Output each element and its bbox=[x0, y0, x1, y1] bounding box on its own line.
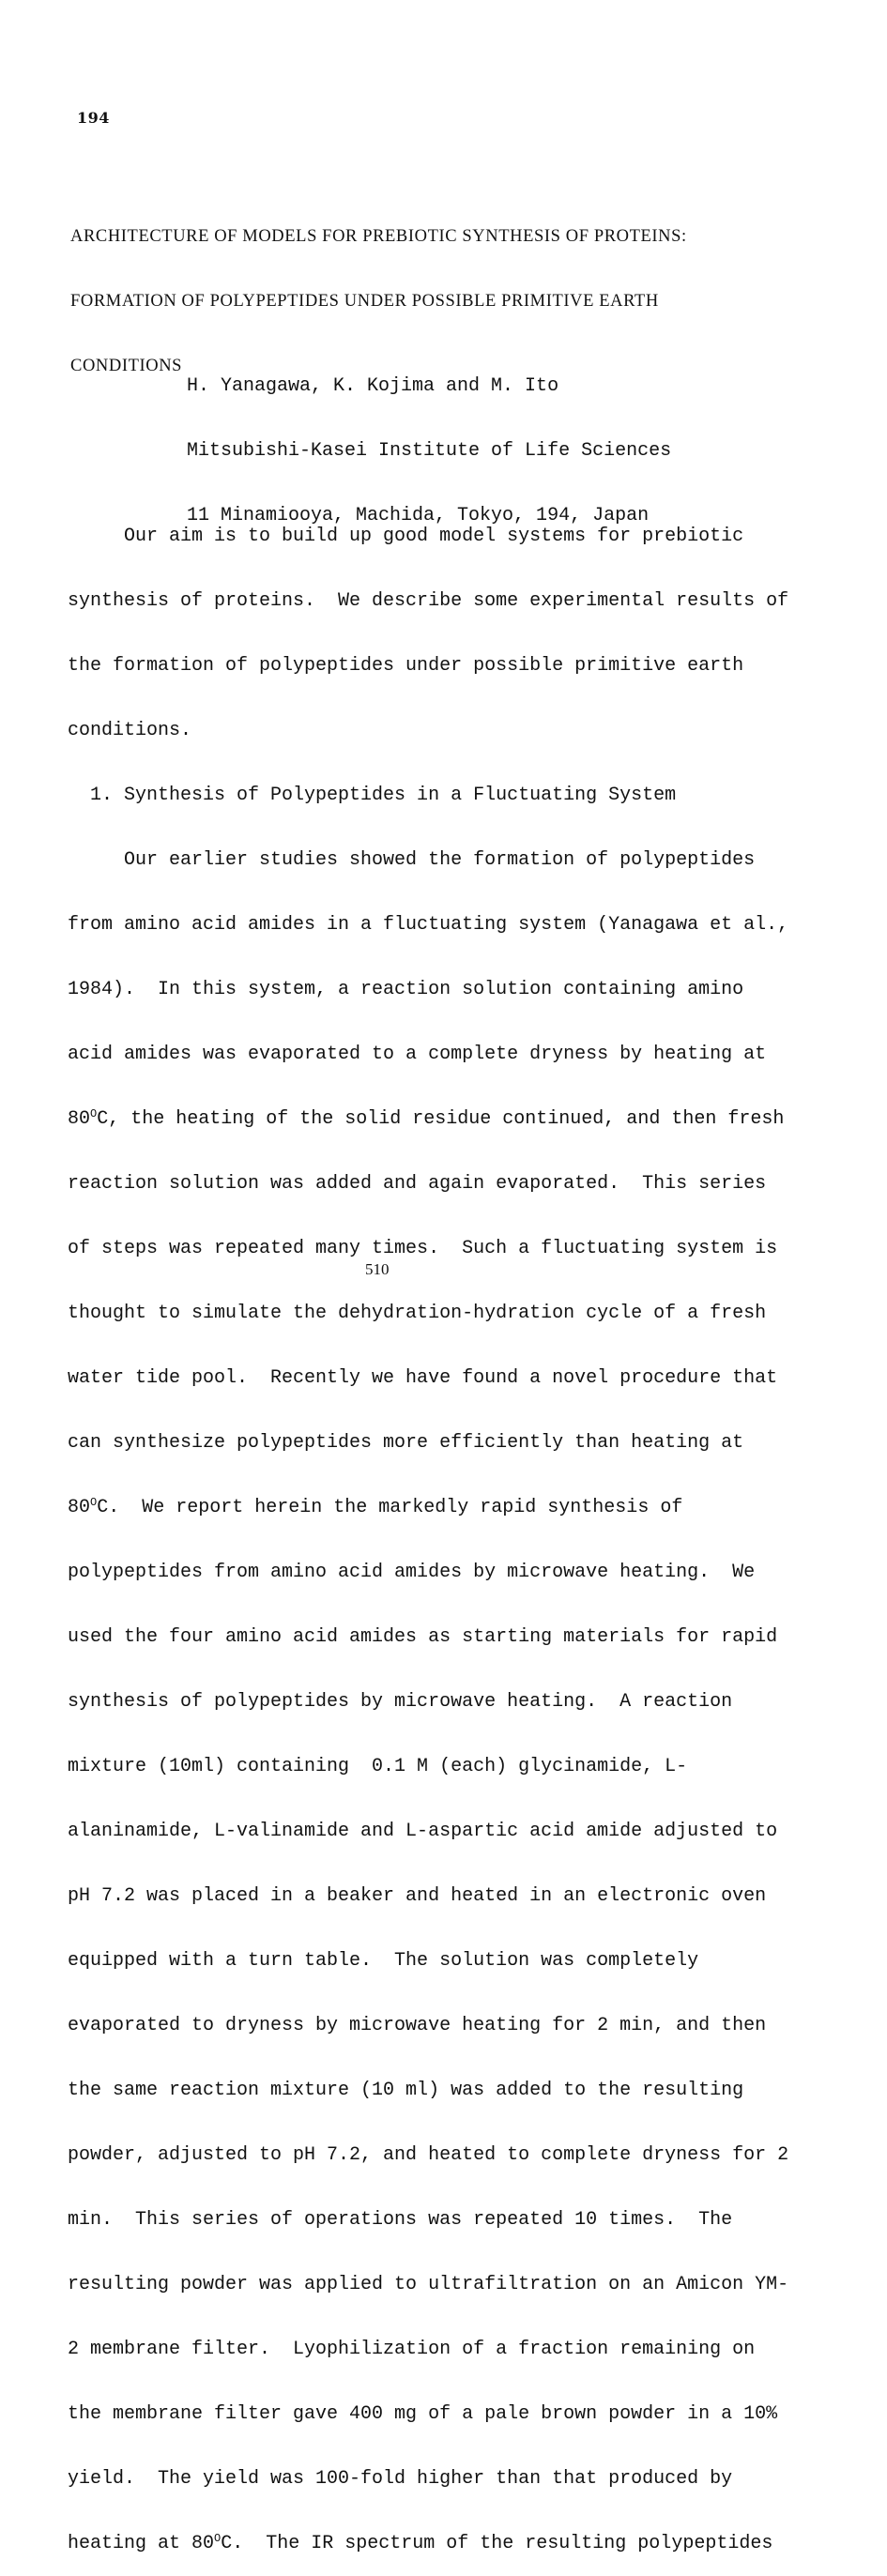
text-fragment: C, the heating of the solid residue continued, and then fresh bbox=[97, 1108, 785, 1130]
text-line: the formation of polypeptides under possible primitive earth bbox=[68, 655, 744, 677]
text-fragment: C. We report herein the markedly rapid synthesis of bbox=[97, 1497, 683, 1518]
text-line: alaninamide, L-valinamide and L-aspartic acid amide adjusted to bbox=[68, 1821, 778, 1842]
text-line: yield. The yield was 100-fold higher than that produced by bbox=[68, 2468, 733, 2490]
degree-superscript: O bbox=[90, 1496, 98, 1509]
text-line: of steps was repeated many times. Such a fluctuating system is bbox=[68, 1238, 778, 1259]
text-line: Our aim is to build up good model systems for prebiotic bbox=[68, 526, 744, 547]
author-address: 11 Minamiooya, Machida, Tokyo, 194, Japan bbox=[187, 505, 650, 526]
text-line: thought to simulate the dehydration-hydration cycle of a fresh bbox=[68, 1303, 767, 1324]
text-line: synthesis of polypeptides by microwave heating. A reaction bbox=[68, 1691, 733, 1713]
text-line: polypeptides from amino acid amides by microwave heating. We bbox=[68, 1562, 756, 1583]
text-fragment: C. The IR spectrum of the resulting polypeptides bbox=[221, 2533, 773, 2554]
author-institute: Mitsubishi-Kasei Institute of Life Sciences bbox=[187, 440, 672, 462]
text-line: conditions. bbox=[68, 720, 192, 741]
text-fragment: heating at 80 bbox=[68, 2533, 215, 2554]
text-line: 1984). In this system, a reaction solution containing amino bbox=[68, 979, 744, 1000]
text-line bbox=[68, 1108, 788, 1130]
text-line: 2 membrane filter. Lyophilization of a fraction remaining on bbox=[68, 2339, 756, 2360]
text-line: synthesis of proteins. We describe some experimental results of bbox=[68, 590, 789, 612]
text-line: the membrane filter gave 400 mg of a pale brown powder in a 10% bbox=[68, 2403, 778, 2425]
page-number: 194 bbox=[77, 109, 110, 127]
text-line: water tide pool. Recently we have found a novel procedure that bbox=[68, 1367, 778, 1389]
text-line: acid amides was evaporated to a complete dryness by heating at bbox=[68, 1044, 767, 1065]
text-line bbox=[68, 2533, 788, 2554]
text-line: used the four amino acid amides as starting materials for rapid bbox=[68, 1626, 778, 1648]
title-line: CONDITIONS bbox=[70, 357, 183, 375]
footer-page-number: 510 bbox=[365, 1260, 390, 1278]
degree-superscript: O bbox=[214, 2532, 222, 2545]
text-line: mixture (10ml) containing 0.1 M (each) glycinamide, L- bbox=[68, 1756, 688, 1777]
text-line: from amino acid amides in a fluctuating system (Yanagawa et al., bbox=[68, 914, 789, 936]
section-heading: 1. Synthesis of Polypeptides in a Fluctuating System bbox=[68, 785, 677, 806]
text-line: equipped with a turn table. The solution was completely bbox=[68, 1950, 699, 1972]
title-line: FORMATION OF POLYPEPTIDES UNDER POSSIBLE PRIMITIVE EARTH bbox=[70, 292, 659, 311]
title-line: ARCHITECTURE OF MODELS FOR PREBIOTIC SYNTHESIS OF PROTEINS: bbox=[70, 227, 687, 246]
text-fragment: 80 bbox=[68, 1497, 91, 1518]
text-line: evaporated to dryness by microwave heating for 2 min, and then bbox=[68, 2015, 767, 2036]
text-line: reaction solution was added and again evaporated. This series bbox=[68, 1173, 767, 1195]
text-line bbox=[68, 1497, 788, 1518]
text-fragment: 80 bbox=[68, 1108, 91, 1130]
text-line: min. This series of operations was repeated 10 times. The bbox=[68, 2209, 733, 2231]
body-text bbox=[68, 482, 788, 2576]
text-line: resulting powder was applied to ultrafiltration on an Amicon YM- bbox=[68, 2274, 789, 2295]
text-line: can synthesize polypeptides more efficiently than heating at bbox=[68, 1432, 744, 1454]
degree-superscript: O bbox=[90, 1107, 98, 1120]
text-line: Our earlier studies showed the formation of polypeptides bbox=[68, 849, 756, 871]
text-line: powder, adjusted to pH 7.2, and heated to complete dryness for 2 bbox=[68, 2144, 789, 2166]
text-line: the same reaction mixture (10 ml) was added to the resulting bbox=[68, 2080, 744, 2101]
text-line: pH 7.2 was placed in a beaker and heated in an electronic oven bbox=[68, 1885, 767, 1907]
author-names: H. Yanagawa, K. Kojima and M. Ito bbox=[187, 375, 559, 397]
